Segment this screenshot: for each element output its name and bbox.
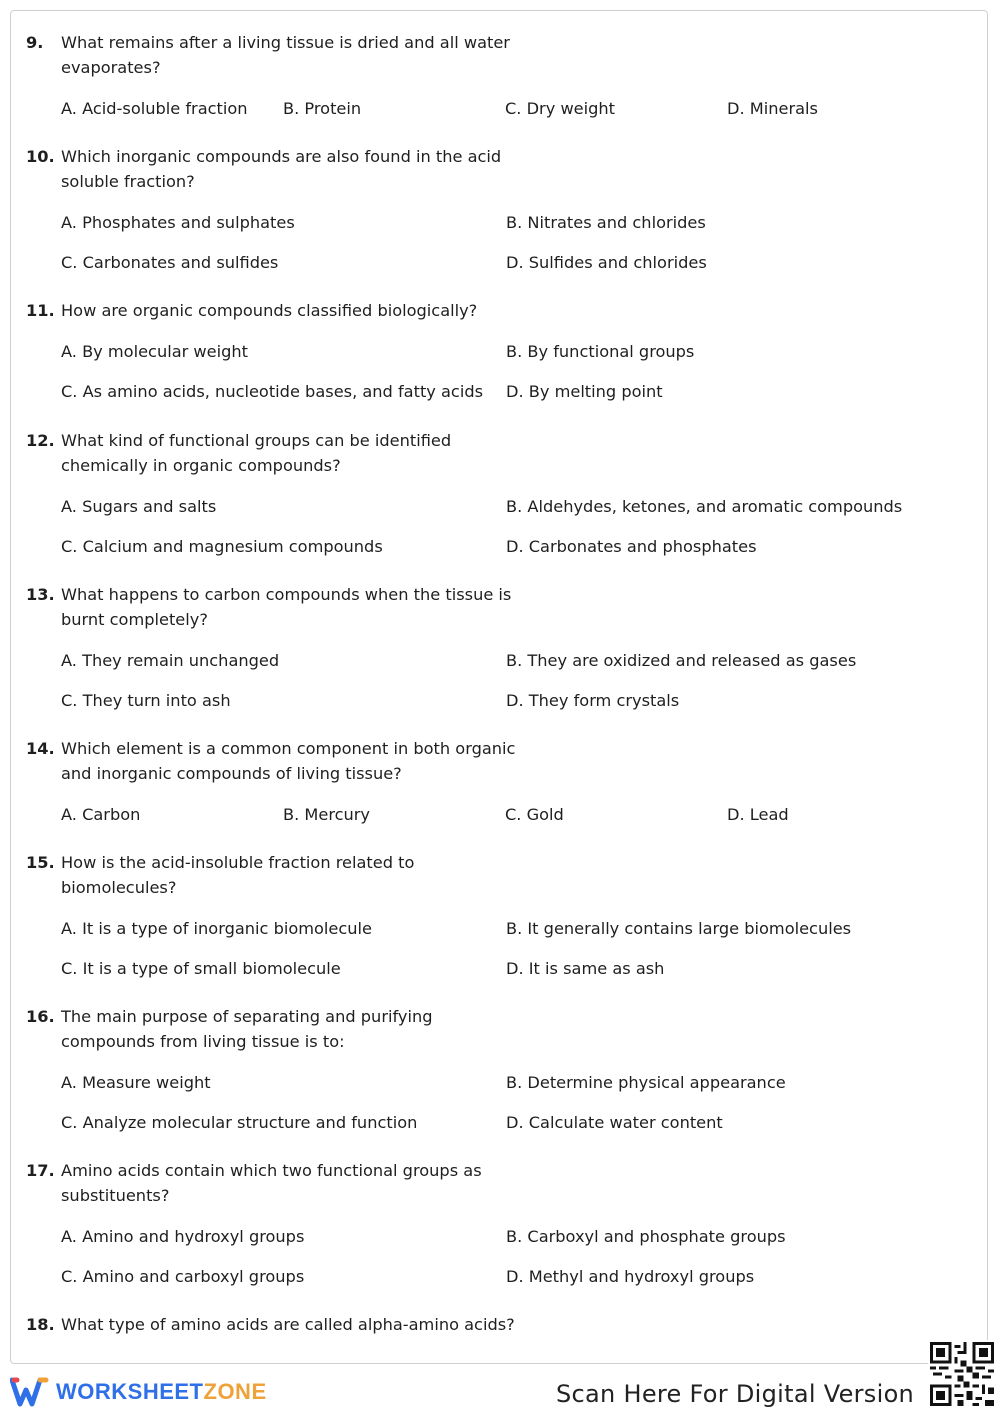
option-d[interactable]: D. It is same as ash xyxy=(506,959,665,978)
option-b[interactable]: B. Nitrates and chlorides xyxy=(506,213,706,232)
question-item xyxy=(26,850,976,1004)
question-number: 10. xyxy=(26,147,55,166)
question-item xyxy=(26,144,976,298)
question-item xyxy=(26,1158,976,1312)
option-b[interactable]: B. Protein xyxy=(283,99,362,118)
question-text: Amino acids contain which two functional groups as substituents? xyxy=(61,1161,482,1205)
option-a[interactable]: A. They remain unchanged xyxy=(61,651,280,670)
option-d[interactable]: D. Calculate water content xyxy=(506,1113,723,1132)
footer xyxy=(0,1366,1000,1414)
option-a[interactable]: A. Phosphates and sulphates xyxy=(61,213,295,232)
question-item xyxy=(26,30,976,144)
option-d[interactable]: D. Minerals xyxy=(727,99,818,118)
option-b[interactable]: B. Determine physical appearance xyxy=(506,1073,786,1092)
question-number: 9. xyxy=(26,33,44,52)
question-item xyxy=(26,736,976,850)
question-text: The main purpose of separating and purifying compounds from living tissue is to: xyxy=(61,1007,433,1051)
scan-text: Scan Here For Digital Version xyxy=(556,1380,915,1408)
question-text: What type of amino acids are called alpha-amino acids? xyxy=(61,1315,515,1334)
option-b[interactable]: B. They are oxidized and released as gases xyxy=(506,651,857,670)
worksheetzone-logo-icon xyxy=(10,1376,50,1408)
option-b[interactable]: B. Carboxyl and phosphate groups xyxy=(506,1227,786,1246)
question-item xyxy=(26,428,976,582)
option-b[interactable]: B. It generally contains large biomolecules xyxy=(506,919,852,938)
question-number: 15. xyxy=(26,853,55,872)
question-text: Which element is a common component in both organic and inorganic compounds of living tissue? xyxy=(61,739,516,783)
option-a[interactable]: A. By molecular weight xyxy=(61,342,248,361)
option-c[interactable]: C. They turn into ash xyxy=(61,691,231,710)
option-a[interactable]: A. Amino and hydroxyl groups xyxy=(61,1227,305,1246)
option-d[interactable]: D. They form crystals xyxy=(506,691,680,710)
question-item xyxy=(26,298,976,428)
option-b[interactable]: B. Aldehydes, ketones, and aromatic compounds xyxy=(506,497,903,516)
option-b[interactable]: B. Mercury xyxy=(283,805,371,824)
option-d[interactable]: D. Lead xyxy=(727,805,789,824)
option-b[interactable]: B. By functional groups xyxy=(506,342,695,361)
brand-name: WORKSHEETZONE xyxy=(56,1379,267,1404)
option-c[interactable]: C. Gold xyxy=(505,805,564,824)
question-number: 17. xyxy=(26,1161,55,1180)
question-number: 14. xyxy=(26,739,55,758)
qr-code-icon[interactable] xyxy=(928,1340,996,1408)
question-text: How is the acid-insoluble fraction related to biomolecules? xyxy=(61,853,415,897)
option-d[interactable]: D. By melting point xyxy=(506,382,663,401)
option-c[interactable]: C. As amino acids, nucleotide bases, and fatty acids xyxy=(61,382,484,401)
option-c[interactable]: C. It is a type of small biomolecule xyxy=(61,959,341,978)
question-number: 12. xyxy=(26,431,55,450)
question-text: What kind of functional groups can be identified chemically in organic compounds? xyxy=(61,431,452,475)
option-c[interactable]: C. Analyze molecular structure and function xyxy=(61,1113,418,1132)
option-c[interactable]: C. Dry weight xyxy=(505,99,616,118)
option-a[interactable]: A. Measure weight xyxy=(61,1073,211,1092)
question-item xyxy=(26,1312,976,1337)
option-a[interactable]: A. Carbon xyxy=(61,805,141,824)
option-c[interactable]: C. Carbonates and sulfides xyxy=(61,253,279,272)
option-d[interactable]: D. Methyl and hydroxyl groups xyxy=(506,1267,755,1286)
question-item xyxy=(26,1004,976,1158)
option-c[interactable]: C. Amino and carboxyl groups xyxy=(61,1267,305,1286)
brand-logo[interactable] xyxy=(10,1376,267,1408)
question-item xyxy=(26,582,976,736)
option-a[interactable]: A. Sugars and salts xyxy=(61,497,217,516)
option-a[interactable]: A. It is a type of inorganic biomolecule xyxy=(61,919,372,938)
question-number: 18. xyxy=(26,1315,55,1334)
option-c[interactable]: C. Calcium and magnesium compounds xyxy=(61,537,383,556)
question-text: What remains after a living tissue is dried and all water evaporates? xyxy=(61,33,510,77)
question-number: 13. xyxy=(26,585,55,604)
question-number: 16. xyxy=(26,1007,55,1026)
option-a[interactable]: A. Acid-soluble fraction xyxy=(61,99,248,118)
question-number: 11. xyxy=(26,301,55,320)
question-text: Which inorganic compounds are also found in the acid soluble fraction? xyxy=(61,147,502,191)
question-list xyxy=(26,30,976,1337)
option-d[interactable]: D. Sulfides and chlorides xyxy=(506,253,707,272)
question-text: How are organic compounds classified biologically? xyxy=(61,301,478,320)
question-text: What happens to carbon compounds when the tissue is burnt completely? xyxy=(61,585,512,629)
option-d[interactable]: D. Carbonates and phosphates xyxy=(506,537,757,556)
